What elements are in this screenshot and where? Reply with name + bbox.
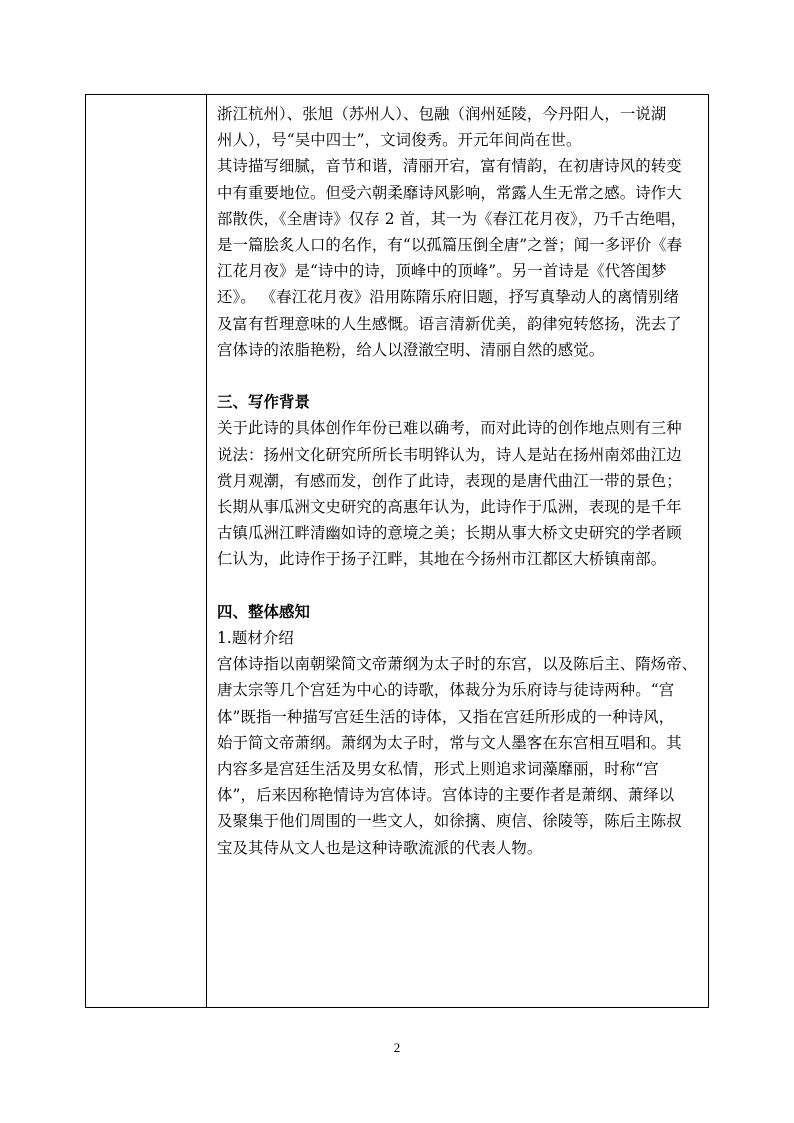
subheading-topic: 1.题材介绍 [217, 629, 294, 648]
section-heading-overall: 四、整体感知 [217, 602, 310, 621]
body-line: 中有重要地位。但受六朝柔靡诗风影响，常露人生无常之感。诗作大 [217, 183, 682, 202]
body-line: 宝及其侍从文人也是这种诗歌流派的代表人物。 [217, 838, 543, 857]
paragraph-gap [217, 573, 703, 599]
body-line: 及聚集于他们周围的一些文人，如徐摛、庾信、徐陵等，陈后主陈叔 [217, 812, 682, 831]
body-line: 古镇瓜洲江畔清幽如诗的意境之美；长期从事大桥文史研究的学者顾 [217, 524, 682, 543]
body-line: 州人），号“吴中四士”，文词俊秀。开元年间尚在世。 [217, 131, 582, 150]
body-line: 体”，后来因称艳情诗为宫体诗。宫体诗的主要作者是萧纲、萧绎以 [217, 786, 675, 805]
body-line: 及富有哲理意味的人生感慨。语言清新优美，韵律宛转悠扬，洗去了 [217, 314, 682, 333]
section-heading-background: 三、写作背景 [217, 393, 310, 412]
body-line: 唐太宗等几个宫廷为中心的诗歌，体裁分为乐府诗与徒诗两种。“宫 [217, 681, 675, 700]
table-left-column [86, 95, 207, 1007]
body-line: 说法：扬州文化研究所所长韦明铧认为，诗人是站在扬州南郊曲江边 [217, 445, 682, 464]
body-line: 还》。 《春江花月夜》沿用陈隋乐府旧题，抒写真挚动人的离情别绪 [217, 288, 680, 307]
body-line: 是一篇脍炙人口的名作，有“以孤篇压倒全唐”之誉；闻一多评价《春 [217, 236, 683, 255]
table-content-cell [217, 101, 703, 861]
body-line: 关于此诗的具体创作年份已难以确考，而对此诗的创作地点则有三种 [217, 419, 682, 438]
content-table [85, 94, 709, 1008]
page-number: 2 [393, 1040, 401, 1055]
body-line: 江花月夜》是“诗中的诗，顶峰中的顶峰”。另一首诗是《代答闺梦 [217, 262, 667, 281]
body-line: 始于简文帝萧纲。萧纲为太子时，常与文人墨客在东宫相互唱和。其 [217, 733, 682, 752]
body-line: 其诗描写细腻，音节和谐，清丽开宕，富有情韵，在初唐诗风的转变 [217, 157, 682, 176]
body-line: 赏月观潮，有感而发，创作了此诗，表现的是唐代曲江一带的景色； [217, 471, 682, 490]
body-line: 内容多是宫廷生活及男女私情，形式上则追求词藻靡丽，时称“宫 [217, 760, 659, 779]
body-line: 宫体诗指以南朝梁简文帝萧纲为太子时的东宫，以及陈后主、隋炀帝、 [217, 655, 698, 674]
body-line: 体”既指一种描写宫廷生活的诗体，又指在宫廷所形成的一种诗风， [217, 707, 675, 726]
body-line: 浙江杭州）、张旭（苏州人）、包融（润州延陵，今丹阳人，一说湖 [217, 105, 667, 123]
body-line: 长期从事瓜洲文史研究的高惠年认为，此诗作于瓜洲，表现的是千年 [217, 498, 682, 517]
body-line: 宫体诗的浓脂艳粉，给人以澄澈空明、清丽自然的感觉。 [217, 340, 605, 359]
paragraph-gap [217, 363, 703, 389]
body-line: 仁认为，此诗作于扬子江畔，其地在今扬州市江都区大桥镇南部。 [217, 550, 667, 569]
body-line: 部散佚，《全唐诗》仅存 2 首，其一为《春江花月夜》，乃千古绝唱， [217, 209, 687, 228]
